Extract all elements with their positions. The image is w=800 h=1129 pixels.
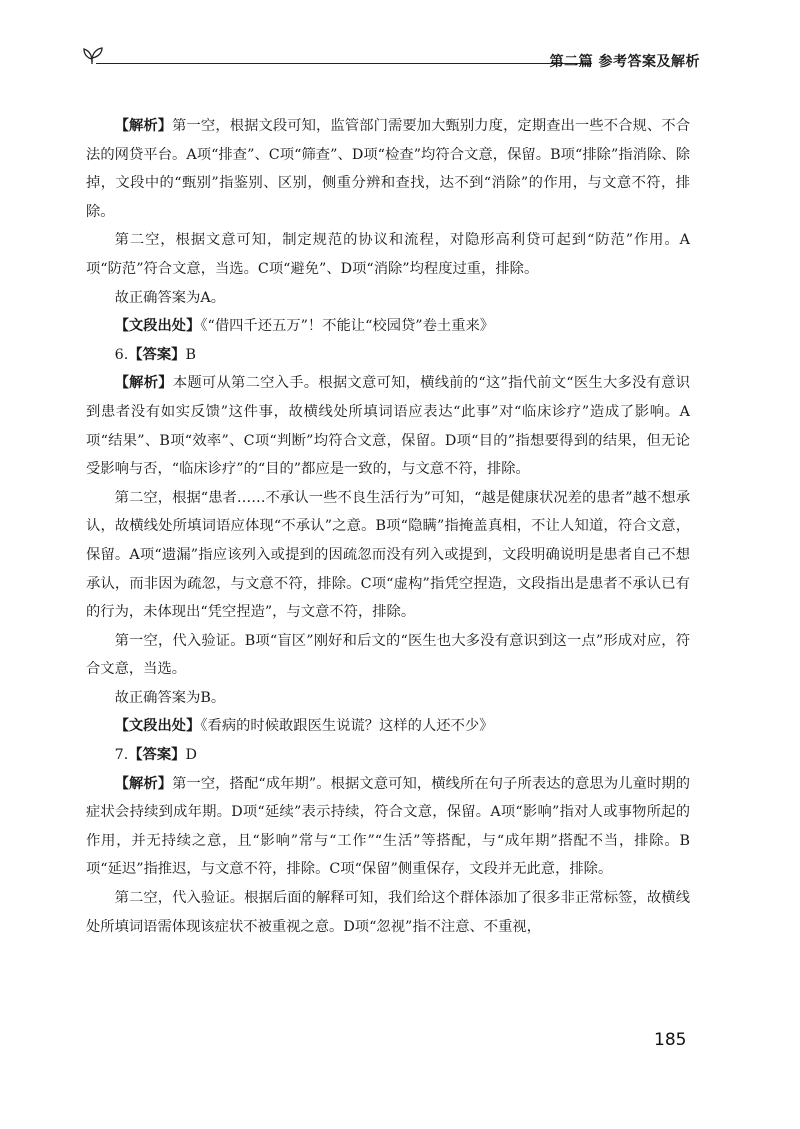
paragraph: 【解析】第一空，根据文段可知，监管部门需要加大甄别力度，定期查出一些不合规、不合法的网贷平台。A项“排查”、C项“筛查”、D项“检查”均符合文意，保留。B项“排除”指消除、除掉，文段中的“甄别”指鉴别、区别，侧重分辨和查找，达不到“消除”的作用，与文意不符，排除。	[86, 118, 691, 220]
header-rule	[96, 63, 592, 64]
section-title: 第二篇 参考答案及解析	[549, 54, 700, 70]
analysis-tag: 【解析】	[114, 375, 173, 392]
paragraph: 【文段出处】《“借四千还五万”！不能让“校园贷”卷土重来》	[114, 318, 495, 335]
answer-line: 7.【答案】D	[114, 747, 197, 764]
answer-tag: 【答案】	[128, 346, 186, 363]
page-body	[86, 112, 690, 941]
analysis-tag: 【解析】	[114, 775, 173, 792]
paragraph: 故正确答案为B。	[114, 689, 226, 706]
analysis-tag: 【解析】	[114, 118, 173, 134]
paragraph: 【解析】本题可从第二空入手。根据文意可知，横线前的“这”指代前文“医生大多没有意识到患者没有如实反馈”这件事，故横线处所填词语应表达“此事”对“临床诊疗”造成了影响。A项“结果”、B项“效率”、C项“判断”均符合文意，保留。D项“目的”指想要得到的结果，但无论受影响与否，“临床诊疗”的“目的”都应是一致的，与文意不符，排除。	[86, 375, 690, 478]
answer-tag: 【答案】	[128, 747, 186, 764]
source-tag: 【文段出处】	[114, 318, 201, 335]
page-header	[78, 40, 700, 76]
paragraph: 【解析】第一空，搭配“成年期”。根据文意可知，横线所在句子所表达的意思为儿童时期的症状会持续到成年期。D项“延续”表示持续，符合文意，保留。A项“影响”指对人或事物所起的作用，并无持续之意，且“影响”常与“工作”“生活”等搭配，与“成年期”搭配不当，排除。B项“延迟”指推迟，与文意不符，排除。C项“保留”侧重保存，文段并无此意，排除。	[86, 775, 690, 878]
paragraph: 【文段出处】《看病的时候敢跟医生说谎？这样的人还不少》	[114, 718, 494, 735]
paragraph: 第二空，根据文意可知，制定规范的协议和流程，对隐形高利贷可起到“防范”作用。A项“防范”符合文意，当选。C项“避免”、D项“消除”均程度过重，排除。	[86, 232, 690, 277]
paragraph: 第一空，代入验证。B项“盲区”刚好和后文的“医生也大多没有意识到这一点”形成对应，符合文意，当选。	[86, 632, 690, 678]
page-number: 185	[654, 1030, 687, 1050]
answer-line: 6.【答案】B	[114, 346, 196, 363]
paragraph: 故正确答案为A。	[114, 289, 225, 306]
paragraph: 第二空，代入验证。根据后面的解释可知，我们给这个群体添加了很多非正常标签，故横线处所填词语需体现该症状不被重视之意。D项“忽视”指不注意、不重视，	[86, 890, 690, 935]
paragraph: 第二空，根据“患者……不承认一些不良生活行为”可知，“越是健康状况差的患者”越不想承认，故横线处所填词语应体现“不承认”之意。B项“隐瞒”指掩盖真相，不让人知道，符合文意，保留。A项“遗漏”指应该列入或提到的因疏忽而没有列入或提到，文段明确说明是患者自己不想承认，而非因为疏忽，与文意不符，排除。C项“虚构”指凭空捏造，文段指出是患者不承认已有的行为，未体现出“凭空捏造”，与文意不符，排除。	[86, 489, 690, 621]
source-tag: 【文段出处】	[114, 718, 201, 735]
